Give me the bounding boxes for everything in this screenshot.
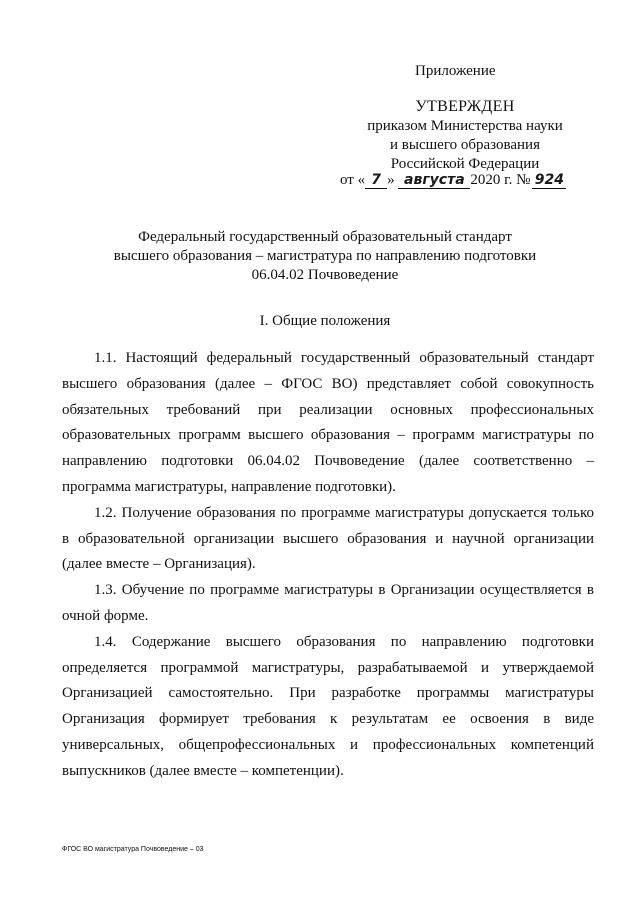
- paragraph-1-2: 1.2. Получение образования по программе магистратуры допускается только в образовательной организации высшего образования и научной организации (далее вместе – Организация).: [62, 504, 594, 573]
- paragraph-1-4: 1.4. Содержание высшего образования по направлению подготовки определяется программой магистратуры, разрабатываемой и утверждаемой Организацией самостоятельно. При разработке программы магистратуры Организация формирует требования к результатам ее освоения в виде универсальных, общепрофессиональных и профессиональных компетенций выпускников (далее вместе – компетенции).: [62, 633, 594, 779]
- order-line-2: и высшего образования: [390, 137, 540, 153]
- handwritten-order-number: 924: [532, 173, 566, 189]
- title-line-1: Федеральный государственный образовательный стандарт: [138, 229, 512, 245]
- paragraph-1-3: 1.3. Обучение по программе магистратуры в Организации осуществляется в очной форме.: [62, 582, 594, 624]
- date-prefix: от «: [340, 172, 366, 188]
- approval-block: [340, 97, 590, 174]
- approved-heading: УТВЕРЖДЕН: [415, 98, 515, 115]
- page-footer: ФГОС ВО магистратура Почвоведение – 03: [62, 846, 204, 853]
- appendix-label: Приложение: [415, 63, 496, 79]
- order-date-line: [340, 172, 566, 189]
- handwritten-month: августа: [398, 173, 470, 189]
- order-line-1: приказом Министерства науки: [367, 118, 563, 134]
- paragraph-1-1: 1.1. Настоящий федеральный государственный образовательный стандарт высшего образования (далее – ФГОС ВО) представляет собой совокупность обязательных требований при реализации основных профессиональных образовательных программ высшего образования – программ магистратуры по направлению подготовки 06.04.02 Почвоведение (далее соответственно – программа магистратуры, направление подготовки).: [62, 350, 594, 495]
- body-text: [62, 346, 594, 785]
- document-title: [60, 228, 590, 285]
- date-year: 2020 г. №: [470, 172, 531, 188]
- title-line-3: 06.04.02 Почвоведение: [251, 267, 399, 283]
- date-quote-close: »: [387, 172, 395, 188]
- handwritten-day: 7: [365, 173, 387, 189]
- title-line-2: высшего образования – магистратура по направлению подготовки: [113, 248, 537, 264]
- order-line-3: Российской Федерации: [390, 156, 540, 172]
- section-title: I. Общие положения: [259, 313, 391, 329]
